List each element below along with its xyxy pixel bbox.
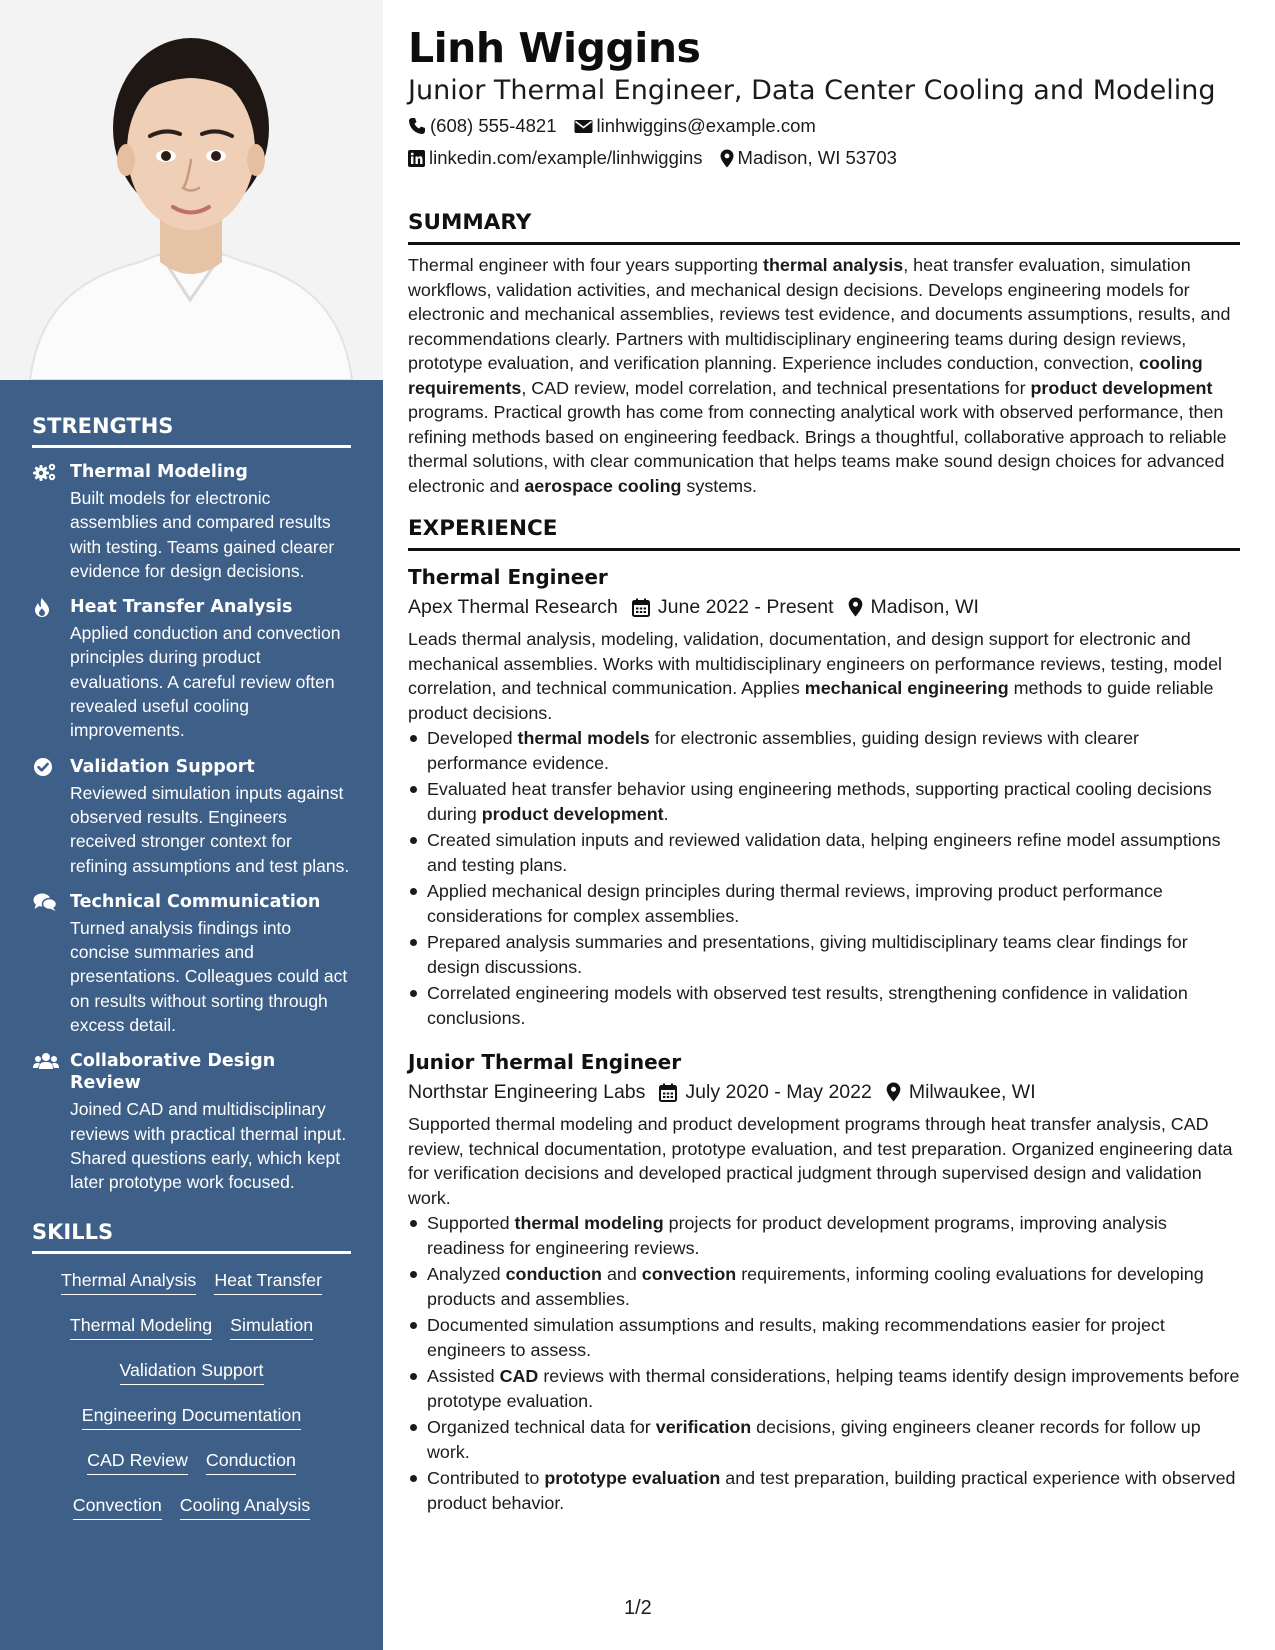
job-title: Junior Thermal Engineer (408, 1050, 682, 1074)
job-title: Thermal Engineer (408, 565, 608, 589)
text-segment: reviews with thermal considerations, helping teams identify design improvements before prototype evaluation. (427, 1366, 1240, 1411)
skill-row (32, 1313, 351, 1358)
experience-heading: EXPERIENCE (408, 516, 1240, 551)
strength-title: Technical Communication (70, 891, 321, 912)
calendar-icon (659, 1083, 677, 1102)
skill-row (32, 1268, 351, 1313)
users-icon (32, 1050, 70, 1072)
job-bullet (408, 1466, 1240, 1515)
text-segment: Assisted (427, 1366, 500, 1386)
bold-keyword: product development (481, 803, 664, 824)
linkedin-icon (408, 150, 425, 167)
text-segment: Developed (427, 728, 518, 748)
text-segment: Thermal engineer with four years supporting (408, 255, 764, 275)
summary-text (408, 253, 1240, 498)
gears-icon (32, 461, 70, 483)
text-segment: for electronic assemblies, guiding design reviews with clearer performance evidence. (427, 728, 1139, 773)
map-pin-icon (886, 1082, 901, 1102)
contact-location (720, 146, 897, 170)
text-segment: Supported (427, 1213, 515, 1233)
job-bullet (408, 879, 1240, 928)
job-company: Northstar Engineering Labs (408, 1081, 646, 1103)
contact-email[interactable] (574, 114, 816, 138)
job-bullet (408, 1211, 1240, 1260)
skill-row (32, 1358, 351, 1403)
page-number: 1/2 (624, 1597, 652, 1619)
skill-tag: Heat Transfer (214, 1268, 322, 1295)
strengths-list (32, 461, 351, 1195)
map-pin-icon (720, 149, 734, 168)
job-bullet (408, 828, 1240, 877)
candidate-headline: Junior Thermal Engineer, Data Center Cooling and Modeling (408, 75, 1216, 106)
strength-title: Collaborative Design Review (70, 1051, 276, 1094)
job-bullet (408, 777, 1240, 826)
job-company: Apex Thermal Research (408, 596, 618, 618)
skill-tag: Engineering Documentation (82, 1403, 301, 1430)
main-content (408, 22, 1240, 1517)
text-segment: and test preparation, building practical experience with observed product behavior. (427, 1468, 1236, 1513)
skill-tag: Thermal Analysis (61, 1268, 196, 1295)
summary-heading: SUMMARY (408, 210, 1240, 245)
strength-item (32, 1050, 351, 1194)
skill-row (32, 1403, 351, 1448)
location-text: Madison, WI 53703 (737, 147, 897, 168)
job-bullets (408, 1211, 1240, 1515)
phone-icon (408, 117, 426, 135)
bold-keyword: mechanical engineering (804, 678, 1009, 698)
strength-description: Reviewed simulation inputs against observed results. Engineers received stronger context for refining assumptions and test plans. (70, 782, 350, 876)
bold-keyword: cooling requirements (408, 353, 1203, 398)
candidate-name: Linh Wiggins (408, 24, 701, 72)
text-segment: and (601, 1264, 642, 1284)
job-bullet (408, 1313, 1240, 1362)
bold-keyword: verification (655, 1417, 752, 1437)
strength-title: Validation Support (70, 756, 255, 777)
text-segment: Supported thermal modeling and product development programs through heat transfer analysis, CAD review, technical documentation, prototype evaluation, and test preparation. Organized engineering data for verification decisions and developed practical judgment through supervised design and validation work. (408, 1114, 1233, 1208)
strength-item (32, 596, 351, 742)
job-bullet (408, 1415, 1240, 1464)
job-bullet (408, 981, 1240, 1030)
skill-row (32, 1493, 351, 1538)
job-bullet (408, 1262, 1240, 1311)
contact-row (408, 146, 1240, 170)
strength-item (32, 461, 351, 583)
job-bullet (408, 1364, 1240, 1413)
job-dates-text: July 2020 - May 2022 (685, 1081, 872, 1103)
skills-heading: SKILLS (32, 1219, 351, 1254)
text-segment: programs. Practical growth has come from connecting analytical work with observed performance, then refining methods based on engineering feedback. Brings a thoughtful, collaborative approach to reliable thermal solutions, with clear communication that helps teams make sound design choices for advanced electronic and (408, 402, 1227, 496)
job-entry (408, 563, 1240, 1030)
text-segment: decisions, giving engineers cleaner records for follow up work. (427, 1417, 1201, 1462)
bold-keyword: prototype evaluation (544, 1468, 721, 1488)
text-segment: Leads thermal analysis, modeling, validation, documentation, and design support for electronic and mechanical assemblies. Works with multidisciplinary engineers on performance reviews, testing, model correlation, and technical communication. Applies (408, 629, 1223, 698)
calendar-icon (632, 598, 650, 617)
job-location-text: Milwaukee, WI (908, 1081, 1036, 1103)
strength-item (32, 891, 351, 1037)
bold-keyword: thermal analysis (763, 255, 904, 275)
bold-keyword: aerospace cooling (524, 475, 682, 496)
text-segment: Applied mechanical design principles during thermal reviews, improving product performance considerations for complex assemblies. (427, 881, 1163, 926)
bold-keyword: thermal models (517, 728, 650, 748)
text-segment: systems. (681, 475, 757, 496)
contact-phone[interactable] (408, 114, 557, 138)
job-bullet (408, 726, 1240, 775)
bold-keyword: conduction (505, 1264, 602, 1284)
text-segment: Analyzed (427, 1264, 506, 1284)
text-segment: Correlated engineering models with observed test results, strengthening confidence in validation conclusions. (427, 983, 1188, 1028)
skill-tag: Simulation (230, 1313, 313, 1340)
strength-item (32, 756, 351, 878)
text-segment: . (663, 803, 669, 824)
map-pin-icon (848, 597, 863, 617)
job-location-text: Madison, WI (870, 596, 979, 618)
text-segment: methods to guide reliable product decisions. (408, 678, 1214, 723)
job-meta (408, 1079, 1240, 1105)
sidebar-content (32, 413, 351, 1538)
text-segment: Prepared analysis summaries and presentations, giving multidisciplinary teams clear findings for design discussions. (427, 932, 1188, 977)
sidebar (0, 0, 383, 1650)
bold-keyword: convection (641, 1264, 737, 1284)
strengths-heading: STRENGTHS (32, 413, 351, 448)
strength-description: Built models for electronic assemblies and compared results with testing. Teams gained clearer evidence for design decisions. (70, 488, 335, 581)
skill-tag: Thermal Modeling (70, 1313, 212, 1340)
phone-text: (608) 555-4821 (430, 115, 557, 136)
contact-linkedin[interactable] (408, 146, 703, 170)
contact-row (408, 114, 1240, 138)
envelope-icon (574, 119, 593, 134)
job-dates (632, 594, 834, 620)
profile-photo (0, 0, 383, 380)
strength-description: Applied conduction and convection principles during product evaluations. A careful review often revealed useful cooling improvements. (70, 623, 341, 741)
skills-list (32, 1268, 351, 1538)
strength-description: Turned analysis findings into concise summaries and presentations. Colleagues could act on results without sorting through excess detail. (70, 917, 348, 1036)
job-bullets (408, 726, 1240, 1030)
job-entry (408, 1048, 1240, 1515)
text-segment: , heat transfer evaluation, simulation workflows, validation activities, and mechanical design decisions. Develops engineering models for electronic and mechanical assemblies, reviews test evidence, and documents assumptions, results, and recommendations clearly. Partners with multidisciplinary engineering teams during design reviews, prototype evaluation, and verification planning. Experience includes conduction, convection, (408, 255, 1231, 373)
job-description (408, 1112, 1240, 1210)
bold-keyword: CAD (499, 1366, 539, 1386)
check-circle-icon (32, 756, 70, 778)
job-meta (408, 594, 1240, 620)
job-dates-text: June 2022 - Present (657, 596, 834, 618)
text-segment: requirements, informing cooling evaluations for developing products and assemblies. (427, 1264, 1204, 1309)
skill-tag: Convection (73, 1493, 162, 1520)
strength-title: Heat Transfer Analysis (70, 597, 293, 618)
text-segment: Created simulation inputs and reviewed validation data, helping engineers refine model assumptions and testing plans. (427, 830, 1221, 875)
skill-tag: CAD Review (87, 1448, 188, 1475)
job-bullet (408, 930, 1240, 979)
text-segment: Organized technical data for (427, 1417, 656, 1437)
text-segment: Documented simulation assumptions and results, making recommendations easier for project engineers to assess. (427, 1315, 1165, 1360)
bold-keyword: thermal modeling (514, 1213, 664, 1233)
text-segment: , CAD review, model correlation, and technical presentations for (521, 377, 1031, 398)
comments-icon (32, 891, 70, 913)
skill-tag: Conduction (206, 1448, 296, 1475)
job-description (408, 627, 1240, 725)
bold-keyword: product development (1030, 377, 1213, 398)
flame-icon (32, 596, 70, 618)
job-dates (659, 1079, 871, 1105)
text-segment: Evaluated heat transfer behavior using engineering methods, supporting practical cooling decisions during (427, 779, 1212, 824)
job-location (886, 1079, 1036, 1105)
strength-description: Joined CAD and multidisciplinary reviews with practical thermal input. Shared questions early, which kept later prototype work focused. (70, 1099, 347, 1193)
job-location (848, 594, 979, 620)
text-segment: projects for product development programs, improving analysis readiness for engineering reviews. (427, 1213, 1167, 1258)
email-text: linhwiggins@example.com (596, 115, 816, 136)
skill-tag: Cooling Analysis (180, 1493, 310, 1520)
text-segment: Contributed to (427, 1468, 545, 1488)
strength-title: Thermal Modeling (70, 462, 248, 482)
profile-photo-illustration (0, 0, 383, 380)
skill-tag: Validation Support (120, 1358, 264, 1385)
skill-row (32, 1448, 351, 1493)
linkedin-text: linkedin.com/example/linhwiggins (429, 147, 703, 168)
